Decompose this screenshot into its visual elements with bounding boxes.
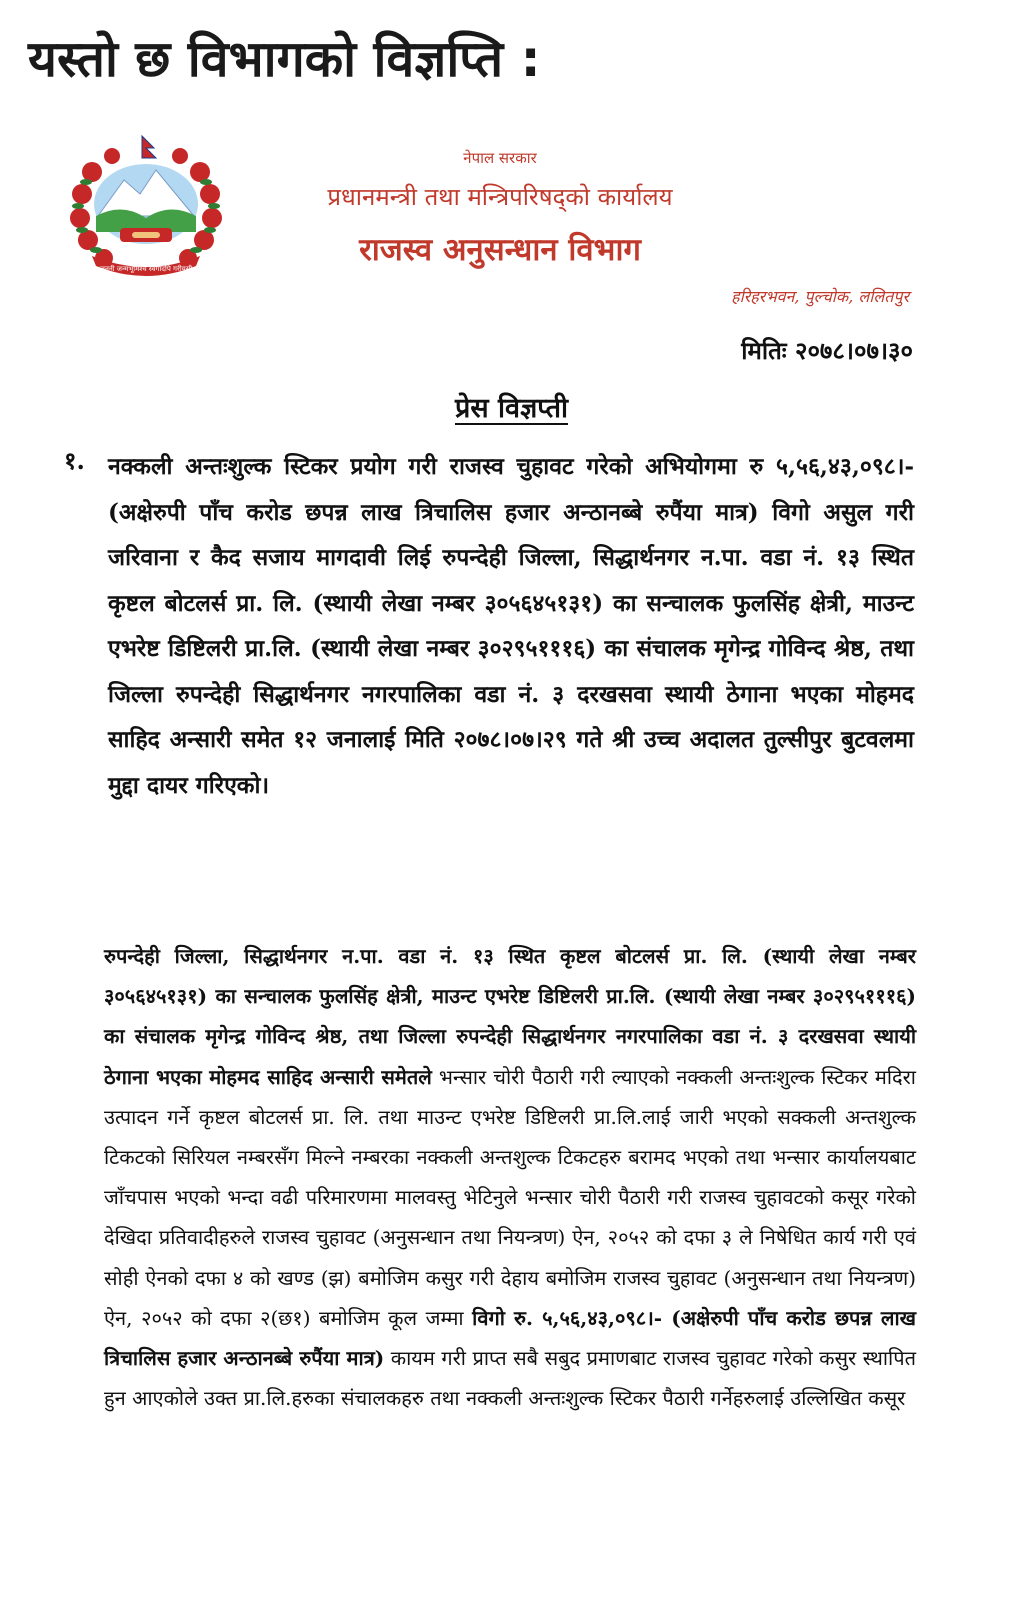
paragraph-bold-intro: रुपन्देही जिल्ला, सिद्धार्थनगर न.पा. वडा नं. १३ स्थित कृष्टल बोटलर्स प्रा. लि. (स्थायी लेखा नम्बर ३०५६४५१३१) का सन्चालक फुलसिंह क्षेत्री, माउन्ट एभरेष्ट डिष्टिलरी प्रा.लि. (स्थायी लेखा नम्बर ३०२९५१११६) का संचालक मृगेन्द्र गोविन्द श्रेष्ठ, तथा जिल्ला रुपन्देही सिद्धार्थनगर नगरपालिका वडा नं. ३ दरखसवा स्थायी ठेगाना भएका मोहमद साहिद अन्सारी समेतले (104, 944, 916, 1089)
body-paragraph (104, 936, 916, 1418)
release-date: मितिः २०७८।०७।३० (741, 336, 913, 365)
paragraph-text-a: भन्सार चोरी पैठारी गरी ल्याएको नक्कली अन्तःशुल्क स्टिकर मदिरा उत्पादन गर्ने कृष्टल बोटलर्स प्रा. लि. तथा माउन्ट एभरेष्ट डिष्टिलरी प्रा.लि.लाई जारी भएको सक्कली अन्तशुल्क टिकटको सिरियल नम्बरसँग मिल्ने नम्बरका नक्कली अन्तशुल्क टिकटहरु बरामद भएको तथा भन्सार कार्यालयबाट जाँचपास भएको भन्दा वढी परिमारणमा मालवस्तु भेटिनुले भन्सार चोरी पैठारी गरी राजस्व चुहावटको कसूर गरेको देखिदा प्रतिवादीहरुले राजस्व चुहावट (अनुसन्धान तथा नियन्त्रण) ऐन, २०५२ को दफा ३ ले निषेधित कार्य गरी एवं सोही ऐनको दफा ४ को खण्ड (झ) बमोजिम कसुर गरी देहाय बमोजिम राजस्व चुहावट (अनुसन्धान तथा नियन्त्रण) ऐन, २०५२ को दफा २(छ१) बमोजिम कूल जम्मा (104, 1064, 916, 1330)
nepal-emblem-icon (62, 132, 230, 284)
item-1-text: नक्कली अन्तःशुल्क स्टिकर प्रयोग गरी राजस्व चुहावट गरेको अभियोगमा रु ५,५६,४३,०९८।- (अक्षेरुपी पाँच करोड छपन्न लाख त्रिचालिस हजार अन्ठानब्बे रुपैंया मात्र) विगो असुल गरी जरिवाना र कैद सजाय मागदावी लिई रुपन्देही जिल्ला, सिद्धार्थनगर न.पा. वडा नं. १३ स्थित कृष्टल बोटलर्स प्रा. लि. (स्थायी लेखा नम्बर ३०५६४५१३१) का सन्चालक फुलसिंह क्षेत्री, माउन्ट एभरेष्ट डिष्टिलरी प्रा.लि. (स्थायी लेखा नम्बर ३०२९५१११६) का संचालक मृगेन्द्र गोविन्द श्रेष्ठ, तथा जिल्ला रुपन्देही सिद्धार्थनगर नगरपालिका वडा नं. ३ दरखसवा स्थायी ठेगाना भएका मोहमद साहिद अन्सारी समेत १२ जनालाई मिति २०७८।०७।२९ गते श्री उच्च अदालत तुल्सीपुर बुटवलमा मुद्दा दायर गरिएको। (108, 453, 914, 799)
svg-text:जननी जन्मभूमिश्च स्वर्गादपि गर: जननी जन्मभूमिश्च स्वर्गादपि गरीयसी (99, 265, 193, 273)
press-title (0, 388, 1023, 425)
paragraph-text-b: कायम गरी प्राप्त सबै सबुद प्रमाणबाट राजस्व चुहावट गरेको कसुर स्थापित हुन आएकोले उक्त प्रा.लि.हरुका संचालकहरु तथा नक्कली अन्तःशुल्क स्टिकर पैठारी गर्नेहरुलाई उल्लिखित कसूर (104, 1346, 917, 1411)
government-name: नेपाल सरकार (463, 149, 537, 167)
page-headline: यस्तो छ विभागको विज्ञप्ति : (28, 30, 541, 88)
office-name: प्रधानमन्त्री तथा मन्त्रिपरिषद्को कार्यालय (327, 183, 673, 211)
paragraph-bold-amount: विगो रु. ५,५६,४३,०९८।- (अक्षेरुपी पाँच करोड छपन्न लाख त्रिचालिस हजार अन्ठानब्बे रुपैंया मात्र) (104, 1305, 916, 1371)
department-name: राजस्व अनुसन्धान विभाग (359, 232, 641, 268)
press-title-text: प्रेस विज्ञप्ती (454, 393, 569, 424)
item-1-number: १. (64, 446, 85, 475)
office-address: हरिहरभवन, पुल्चोक, ललितपुर (731, 287, 909, 306)
item-1 (64, 444, 914, 808)
